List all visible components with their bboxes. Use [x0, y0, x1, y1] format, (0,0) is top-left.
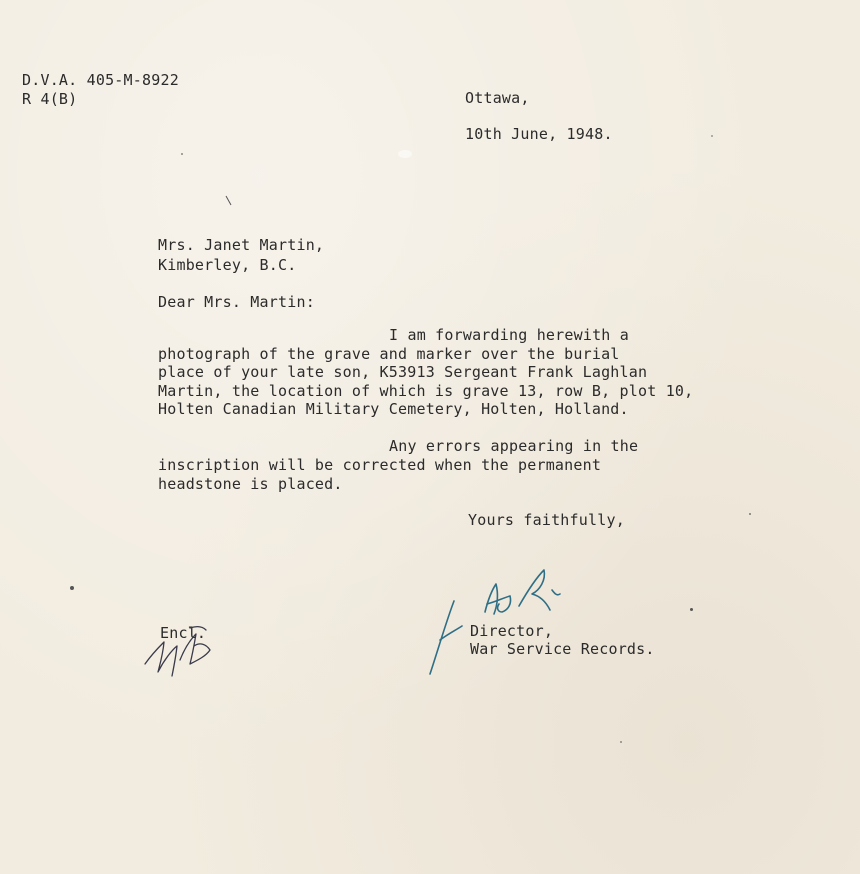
- paper-speck: [711, 135, 713, 137]
- paper-speck: [398, 150, 412, 158]
- body-paragraph-2-line-3: headstone is placed.: [158, 475, 343, 493]
- file-reference-number: D.V.A. 405-M-8922: [22, 71, 179, 89]
- paper-speck: [620, 741, 622, 743]
- paper-speck: [181, 153, 183, 155]
- body-paragraph-1-line-4: Martin, the location of which is grave 13, row B, plot 10,: [158, 382, 694, 400]
- salutation: Dear Mrs. Martin:: [158, 293, 315, 311]
- pencil-tick-icon: [226, 196, 231, 205]
- recipient-address: Kimberley, B.C.: [158, 256, 297, 274]
- paper-speck: [70, 586, 74, 590]
- signatory-title: Director,: [470, 622, 554, 640]
- paper-speck: [690, 608, 693, 611]
- letter-city: Ottawa,: [465, 89, 530, 107]
- body-paragraph-2-line-2: inscription will be corrected when the permanent: [158, 456, 602, 474]
- body-paragraph-1-line-3: place of your late son, K53913 Sergeant Frank Laghlan: [158, 363, 648, 381]
- body-paragraph-2-line-1: Any errors appearing in the: [389, 437, 639, 455]
- letter-date: 10th June, 1948.: [465, 125, 613, 143]
- enclosure-note: Encl.: [160, 624, 207, 642]
- recipient-name: Mrs. Janet Martin,: [158, 236, 325, 254]
- body-paragraph-1-line-1: I am forwarding herewith a: [389, 326, 629, 344]
- paper-speck: [749, 513, 751, 515]
- body-paragraph-1-line-5: Holten Canadian Military Cemetery, Holten, Holland.: [158, 400, 629, 418]
- signatory-department: War Service Records.: [470, 640, 655, 658]
- file-reference-section: R 4(B): [22, 90, 78, 108]
- body-paragraph-1-line-2: photograph of the grave and marker over the burial: [158, 345, 620, 363]
- closing-line: Yours faithfully,: [468, 511, 625, 529]
